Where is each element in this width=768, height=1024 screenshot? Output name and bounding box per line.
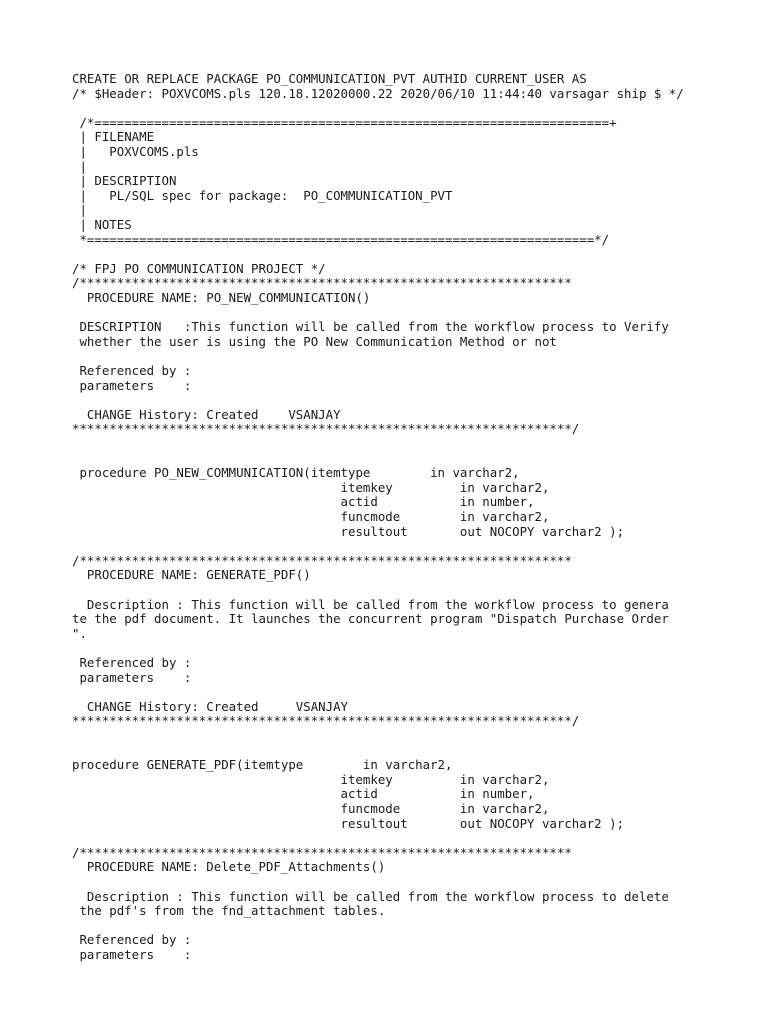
code-line: resultout out NOCOPY varchar2 ); [72,523,625,539]
code-line: | [72,158,87,174]
code-line: | [72,202,87,218]
code-line: | DESCRIPTION [72,173,177,189]
code-line: | FILENAME [72,129,155,145]
code-line: Description : This function will be called from the workflow process to genera [72,596,669,612]
code-line: PROCEDURE NAME: Delete_PDF_Attachments() [72,859,386,875]
code-line: Referenced by : [72,932,192,948]
code-line: *******************************************************************/ [72,421,580,437]
code-line: PROCEDURE NAME: PO_NEW_COMMUNICATION() [72,290,371,305]
code-line: resultout out NOCOPY varchar2 ); [72,815,625,831]
code-line: itemkey in varchar2, [72,479,550,495]
code-line: te the pdf document. It launches the concurrent program "Dispatch Purchase Order [72,611,669,627]
code-line: actid in number, [72,494,535,510]
code-line: actid in number, [72,786,535,802]
code-line: parameters : [72,947,192,962]
code-line: CHANGE History: Created VSANJAY [72,406,341,422]
code-line: Referenced by : [72,363,192,378]
code-line: *******************************************************************/ [72,713,580,729]
code-line: parameters : [72,669,192,685]
code-line: CREATE OR REPLACE PACKAGE PO_COMMUNICATION_PVT AUTHID CURRENT_USER AS [72,71,587,86]
code-line: itemkey in varchar2, [72,771,550,787]
code-line: DESCRIPTION :This function will be called from the workflow process to Verify [72,319,669,335]
code-line: /****************************************************************** [72,552,572,568]
code-line: /* FPJ PO COMMUNICATION PROJECT */ [72,260,326,276]
code-line: /* $Header: POXVCOMS.pls 120.18.12020000.22 2020/06/10 11:44:40 varsagar ship $ */ [72,85,684,101]
code-line: Description : This function will be called from the workflow process to delete [72,888,669,904]
code-line: | PL/SQL spec for package: PO_COMMUNICATION_PVT [72,187,453,203]
code-line: | POXVCOMS.pls [72,144,199,159]
code-line: procedure GENERATE_PDF(itemtype in varchar2, [72,757,453,773]
code-line: *====================================================================*/ [72,231,610,247]
code-line: CHANGE History: Created VSANJAY [72,698,349,714]
code-line: procedure PO_NEW_COMMUNICATION(itemtype in varchar2, [72,465,520,481]
code-line: | NOTES [72,217,132,232]
code-line: the pdf's from the fnd_attachment tables. [72,903,386,919]
code-line: /*=====================================================================+ [72,114,617,130]
code-line: whether the user is using the PO New Communication Method or not [72,333,557,349]
code-line: ". [72,625,87,641]
code-line: /****************************************************************** [72,844,572,860]
code-line: /****************************************************************** [72,275,572,291]
code-line: funcmode in varchar2, [72,509,550,524]
code-line: funcmode in varchar2, [72,801,550,816]
code-line: PROCEDURE NAME: GENERATE_PDF() [72,567,311,583]
code-line: Referenced by : [72,655,192,670]
code-line: parameters : [72,377,192,393]
